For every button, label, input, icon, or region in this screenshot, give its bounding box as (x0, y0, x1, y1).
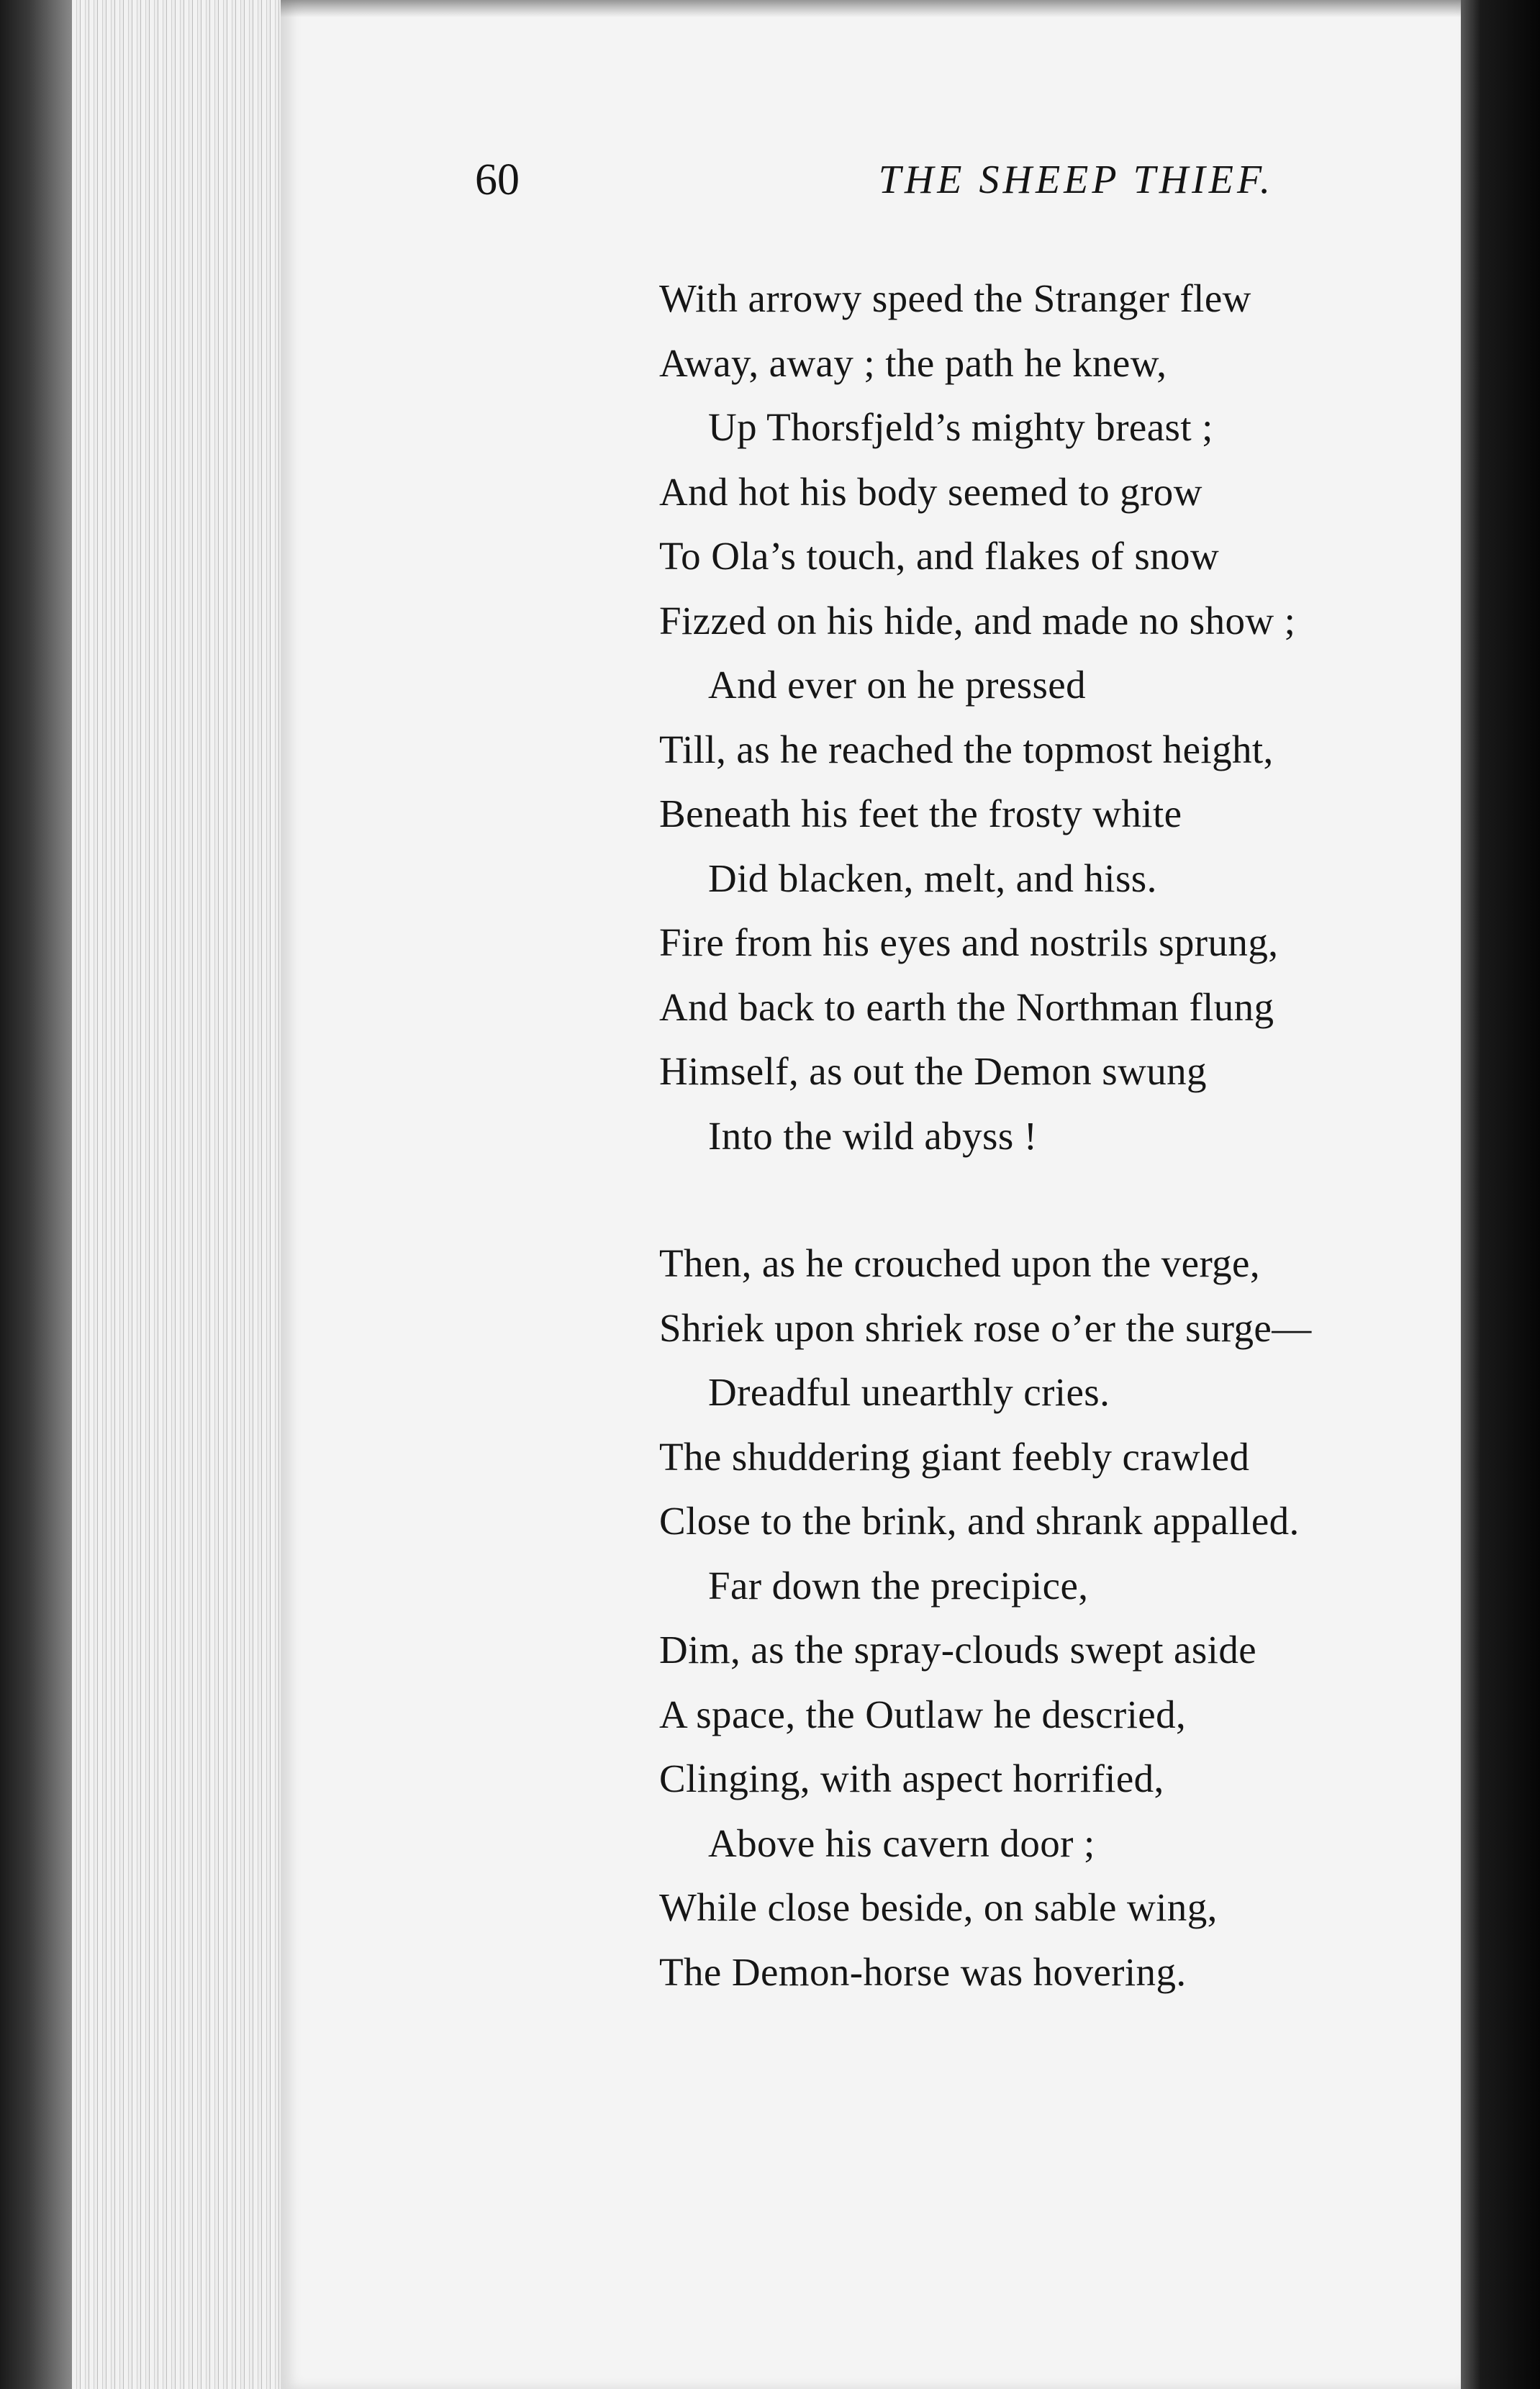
poem-line: Shriek upon shriek rose o’er the surge— (659, 1305, 1312, 1350)
poem-line: Dim, as the spray-clouds swept aside (659, 1628, 1257, 1672)
poem-body (659, 266, 1451, 2004)
poem-line: Fire from his eyes and nostrils sprung, (659, 920, 1279, 964)
stanza (659, 1231, 1451, 2004)
running-title: THE SHEEP THIEF. (878, 158, 1274, 202)
poem-line: Till, as he reached the topmost height, (659, 727, 1274, 771)
poem-line: While close beside, on sable wing, (659, 1885, 1218, 1929)
poem-line: Clinging, with aspect horrified, (659, 1756, 1164, 1800)
poem-line: Away, away ; the path he knew, (659, 340, 1167, 385)
top-edge-shadow (281, 0, 1461, 17)
poem-line: Up Thorsfjeld’s mighty breast ; (708, 405, 1213, 449)
poem-line: Dreadful unearthly cries. (708, 1370, 1110, 1414)
poem-line: The Demon-horse was hovering. (659, 1949, 1187, 1994)
poem-line: Himself, as out the Demon swung (659, 1049, 1207, 1093)
poem-line: To Ola’s touch, and flakes of snow (659, 534, 1220, 578)
poem-line: Then, as he crouched upon the verge, (659, 1241, 1261, 1285)
poem-line: A space, the Outlaw he descried, (659, 1692, 1187, 1736)
poem-line: Beneath his feet the frosty white (659, 792, 1182, 835)
poem-line: And ever on he pressed (708, 663, 1087, 707)
binding-shadow (0, 0, 72, 2389)
poem-line: With arrowy speed the Stranger flew (659, 276, 1251, 320)
poem-line: Above his cavern door ; (708, 1821, 1095, 1865)
stanza (659, 266, 1451, 1168)
poem-line: The shuddering giant feebly crawled (659, 1434, 1250, 1479)
cover-edge (1461, 0, 1540, 2389)
poem-line: And hot his body seemed to grow (659, 469, 1202, 514)
page-number: 60 (475, 155, 520, 204)
poem-line: Far down the precipice, (708, 1563, 1089, 1608)
poem-line: And back to earth the Northman flung (659, 984, 1274, 1029)
stacked-page-edges (72, 0, 313, 2389)
poem-line: Close to the brink, and shrank appalled. (659, 1499, 1300, 1543)
poem-line: Fizzed on his hide, and made no show ; (659, 598, 1296, 643)
poem-line: Did blacken, melt, and hiss. (708, 856, 1157, 900)
running-head (475, 151, 1303, 209)
poem-line: Into the wild abyss ! (708, 1113, 1038, 1158)
